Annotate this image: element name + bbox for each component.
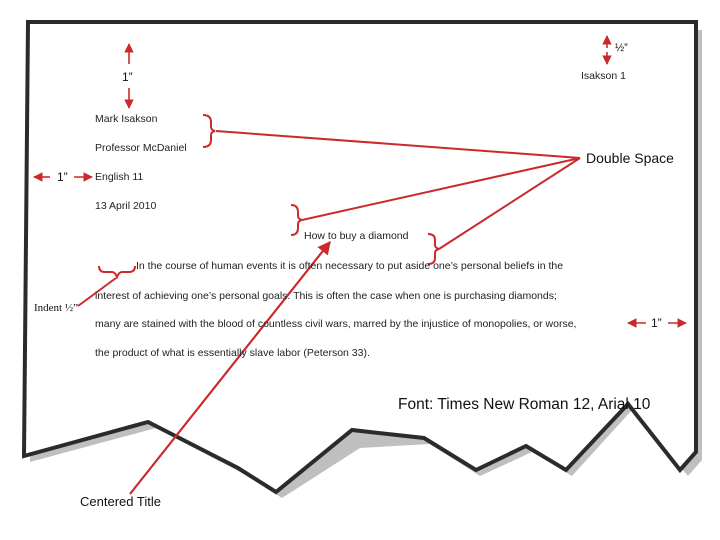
centered-title-label: Centered Title — [80, 494, 161, 509]
body-line-4: the product of what is essentially slave labor (Peterson 33). — [95, 347, 370, 359]
left-margin-label: 1” — [57, 170, 68, 184]
body-line-3: many are stained with the blood of countless civil wars, marred by the injustice of monopolies, or worse, — [95, 318, 577, 330]
heading-line-professor: Professor McDaniel — [95, 142, 187, 154]
heading-line-name: Mark Isakson — [95, 113, 158, 125]
double-space-label: Double Space — [586, 150, 674, 166]
font-label: Font: Times New Roman 12, Arial 10 — [398, 396, 651, 413]
top-margin-label: 1” — [122, 70, 133, 84]
heading-line-course: English 11 — [95, 171, 144, 183]
body-line-2: interest of achieving one’s personal goals. This is often the case when one is purchasing diamonds; — [95, 290, 557, 302]
indent-label: Indent ½” — [34, 302, 78, 314]
document-title: How to buy a diamond — [304, 230, 409, 242]
right-margin-label: 1” — [651, 316, 662, 330]
page-header: Isakson 1 — [581, 70, 626, 82]
header-margin-label: ½” — [615, 42, 628, 54]
paper-sheet — [24, 22, 696, 492]
heading-line-date: 13 April 2010 — [95, 200, 157, 212]
body-line-1: In the course of human events it is often necessary to put aside one’s personal beliefs in the — [136, 260, 564, 272]
